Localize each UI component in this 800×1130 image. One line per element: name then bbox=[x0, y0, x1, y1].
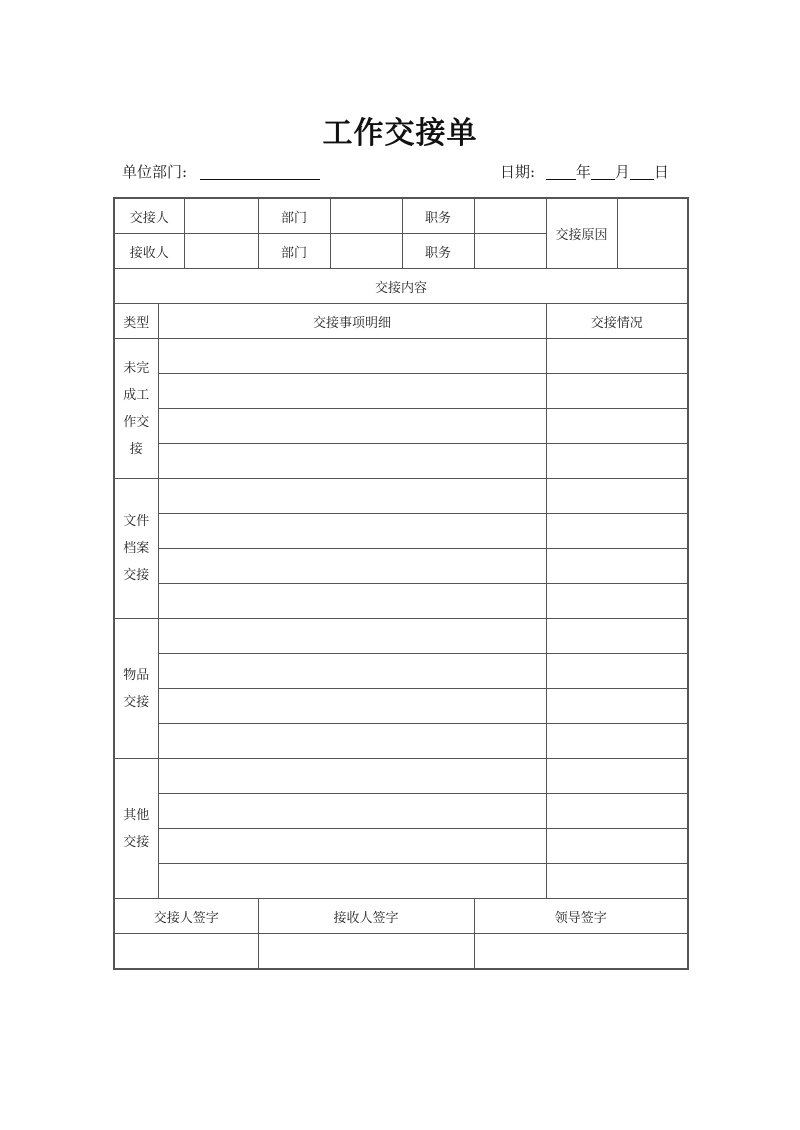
reason-label: 交接原因 bbox=[546, 198, 617, 269]
signature-header-row bbox=[114, 899, 688, 934]
detail-cell[interactable] bbox=[158, 479, 546, 514]
date-label: 日期: bbox=[500, 163, 536, 181]
month-blank[interactable] bbox=[591, 163, 615, 180]
category-label: 其他交接 bbox=[123, 807, 150, 850]
handover-signature-box[interactable] bbox=[114, 934, 258, 970]
col-details-header: 交接事项明细 bbox=[158, 304, 546, 339]
table-row bbox=[114, 409, 688, 444]
receiver-value[interactable] bbox=[184, 234, 258, 269]
col-type-header: 类型 bbox=[114, 304, 158, 339]
leader-signature-box[interactable] bbox=[474, 934, 688, 970]
status-cell[interactable] bbox=[546, 724, 688, 759]
status-cell[interactable] bbox=[546, 584, 688, 619]
table-row bbox=[114, 689, 688, 724]
day-label: 日 bbox=[653, 163, 669, 181]
date-field bbox=[500, 160, 669, 184]
receiver-position-label: 职务 bbox=[402, 234, 474, 269]
detail-cell[interactable] bbox=[158, 584, 546, 619]
detail-cell[interactable] bbox=[158, 339, 546, 374]
category-label: 物品交接 bbox=[123, 667, 150, 710]
status-cell[interactable] bbox=[546, 549, 688, 584]
col-status-header: 交接情况 bbox=[546, 304, 688, 339]
receiver-signature-label: 接收人签字 bbox=[258, 899, 474, 934]
detail-cell[interactable] bbox=[158, 444, 546, 479]
status-cell[interactable] bbox=[546, 864, 688, 899]
table-row bbox=[114, 549, 688, 584]
table-row bbox=[114, 339, 688, 374]
detail-cell[interactable] bbox=[158, 549, 546, 584]
handover-position-value[interactable] bbox=[474, 198, 546, 234]
detail-cell[interactable] bbox=[158, 829, 546, 864]
table-row bbox=[114, 759, 688, 794]
detail-cell[interactable] bbox=[158, 759, 546, 794]
status-cell[interactable] bbox=[546, 759, 688, 794]
status-cell[interactable] bbox=[546, 479, 688, 514]
handover-dept-label: 部门 bbox=[258, 198, 330, 234]
detail-cell[interactable] bbox=[158, 654, 546, 689]
status-cell[interactable] bbox=[546, 654, 688, 689]
handover-person-value[interactable] bbox=[184, 198, 258, 234]
category-cell bbox=[114, 759, 158, 899]
receiver-label: 接收人 bbox=[114, 234, 184, 269]
status-cell[interactable] bbox=[546, 514, 688, 549]
receiver-dept-value[interactable] bbox=[330, 234, 402, 269]
content-title-row bbox=[114, 269, 688, 304]
category-cell bbox=[114, 479, 158, 619]
detail-cell[interactable] bbox=[158, 864, 546, 899]
status-cell[interactable] bbox=[546, 374, 688, 409]
table-row bbox=[114, 724, 688, 759]
dept-label: 单位部门: bbox=[122, 163, 188, 181]
column-header-row bbox=[114, 304, 688, 339]
info-row-handover bbox=[114, 198, 688, 234]
table-row bbox=[114, 514, 688, 549]
year-blank[interactable] bbox=[546, 163, 576, 180]
status-cell[interactable] bbox=[546, 339, 688, 374]
table-row bbox=[114, 794, 688, 829]
receiver-dept-label: 部门 bbox=[258, 234, 330, 269]
receiver-position-value[interactable] bbox=[474, 234, 546, 269]
handover-dept-value[interactable] bbox=[330, 198, 402, 234]
dept-field bbox=[122, 160, 320, 184]
detail-cell[interactable] bbox=[158, 689, 546, 724]
handover-signature-label: 交接人签字 bbox=[114, 899, 258, 934]
receiver-signature-box[interactable] bbox=[258, 934, 474, 970]
leader-signature-label: 领导签字 bbox=[474, 899, 688, 934]
detail-cell[interactable] bbox=[158, 514, 546, 549]
page-title: 工作交接单 bbox=[322, 116, 478, 151]
detail-cell[interactable] bbox=[158, 794, 546, 829]
detail-cell[interactable] bbox=[158, 374, 546, 409]
status-cell[interactable] bbox=[546, 689, 688, 724]
status-cell[interactable] bbox=[546, 794, 688, 829]
category-cell bbox=[114, 339, 158, 479]
detail-cell[interactable] bbox=[158, 619, 546, 654]
handover-form-table bbox=[113, 197, 689, 970]
status-cell[interactable] bbox=[546, 619, 688, 654]
category-cell bbox=[114, 619, 158, 759]
content-title: 交接内容 bbox=[114, 269, 688, 304]
handover-position-label: 职务 bbox=[402, 198, 474, 234]
table-row bbox=[114, 619, 688, 654]
dept-blank[interactable] bbox=[200, 163, 320, 180]
signature-row bbox=[114, 934, 688, 970]
table-row bbox=[114, 654, 688, 689]
status-cell[interactable] bbox=[546, 444, 688, 479]
table-row bbox=[114, 864, 688, 899]
status-cell[interactable] bbox=[546, 409, 688, 444]
table-row bbox=[114, 479, 688, 514]
month-label: 月 bbox=[614, 163, 630, 181]
table-row bbox=[114, 829, 688, 864]
table-row bbox=[114, 584, 688, 619]
category-label: 未完成工作交接 bbox=[123, 360, 150, 457]
reason-value[interactable] bbox=[617, 198, 688, 269]
detail-cell[interactable] bbox=[158, 409, 546, 444]
handover-person-label: 交接人 bbox=[114, 198, 184, 234]
table-row bbox=[114, 444, 688, 479]
table-row bbox=[114, 374, 688, 409]
status-cell[interactable] bbox=[546, 829, 688, 864]
day-blank[interactable] bbox=[630, 163, 654, 180]
category-label: 文件档案交接 bbox=[123, 514, 150, 583]
detail-cell[interactable] bbox=[158, 724, 546, 759]
year-label: 年 bbox=[575, 163, 591, 181]
